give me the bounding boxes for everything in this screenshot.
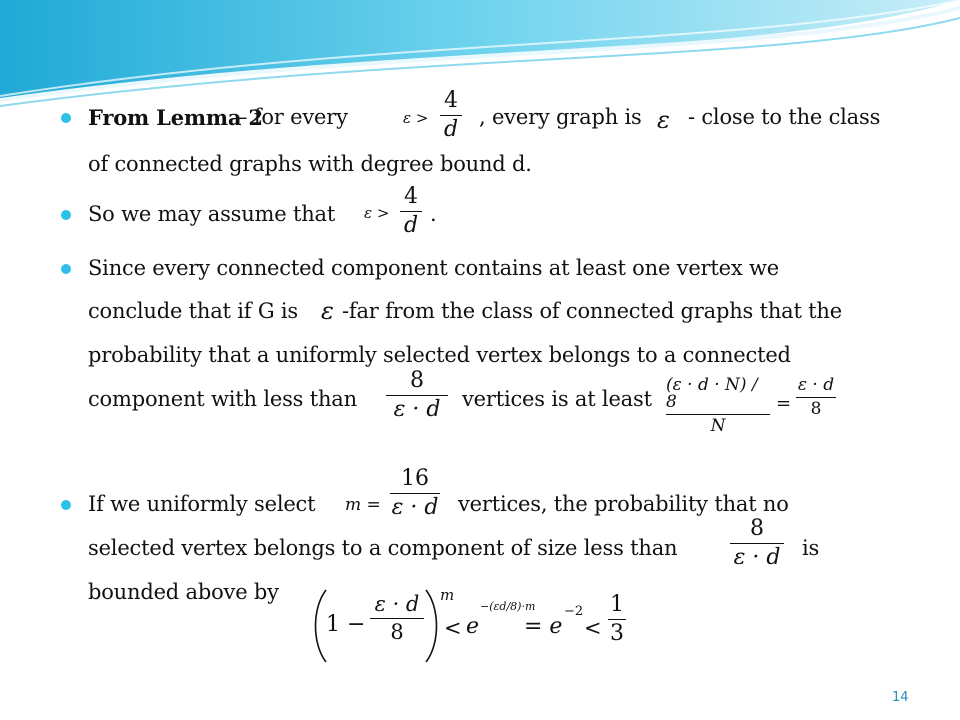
fraction-bar (730, 543, 784, 544)
bullet1-text: , every graph is (479, 105, 642, 129)
exponent-expr: −(εd/8)·m (480, 600, 536, 613)
numerator: 4 (404, 184, 418, 209)
denominator: ε · d (733, 545, 781, 571)
bullet3-text: vertices is at least (462, 387, 652, 411)
bullet2-text: So we may assume that (88, 202, 336, 226)
numerator: 4 (444, 88, 458, 113)
bullet-marker (61, 500, 71, 510)
epsilon-gt: ε > (364, 204, 390, 222)
bullet4-text: bounded above by (88, 580, 279, 604)
fraction-bar (386, 395, 448, 396)
bullet2-period: . (430, 202, 437, 226)
fraction-bar (440, 115, 462, 116)
epsilon-gt: ε > (403, 109, 429, 127)
bullet3-text: probability that a uniformly selected vertex belongs to a connected (88, 343, 791, 367)
numerator: 16 (401, 466, 429, 491)
denominator: d (443, 117, 459, 143)
fraction-bar (400, 211, 422, 212)
bullet3-text: conclude that if G is (88, 299, 298, 323)
numerator: ε · d (797, 375, 835, 395)
fraction-bar (390, 493, 440, 494)
fraction-bar (666, 414, 770, 415)
slide-number: 14 (892, 690, 909, 705)
bullet3-text: component with less than (88, 387, 357, 411)
numerator: ε · d (374, 592, 420, 616)
lemma-ref: From Lemma 2 (88, 105, 263, 130)
one-minus: 1 − (326, 612, 366, 637)
bullet3-text: -far from the class of connected graphs that the (342, 299, 842, 323)
fraction-4-over-d (440, 90, 462, 141)
bullet4-text: vertices, the probability that no (458, 492, 789, 516)
equals-sign: = (776, 393, 792, 414)
bullet4-text: selected vertex belongs to a component of size less than (88, 536, 678, 560)
numerator: 8 (750, 516, 764, 541)
denominator: ε · d (391, 495, 439, 521)
bullet3-text: Since every connected component contains at least one vertex we (88, 256, 779, 280)
probability-fraction (666, 377, 770, 435)
fraction-bar (608, 619, 626, 620)
numerator: (ε · d · N) / 8 (666, 375, 758, 412)
denominator: N (710, 416, 726, 437)
denominator: d (403, 213, 419, 239)
denominator: 8 (810, 399, 822, 420)
fraction-16-over-eps-d (390, 468, 440, 519)
header-wave-banner (0, 0, 960, 113)
bullet1-text: - close to the class (688, 105, 881, 129)
less-than: < (584, 616, 602, 640)
fraction-one-third (608, 594, 626, 645)
exponent-m: m (440, 586, 455, 604)
numerator: 1 (610, 592, 624, 617)
upper-bound-formula (310, 588, 650, 664)
equals-e: = e (524, 614, 563, 639)
epsilon-symbol: ε (321, 297, 334, 325)
fraction-8-over-eps-d (386, 370, 448, 421)
euler-e: e (466, 614, 480, 639)
fraction-4-over-d (400, 186, 422, 237)
exponent-minus-2: −2 (564, 604, 584, 619)
denominator: 8 (390, 620, 404, 645)
bullet-marker (61, 113, 71, 123)
fraction-bar (370, 618, 424, 619)
fraction-eps-d-over-8 (370, 594, 424, 643)
fraction-bar (796, 397, 836, 398)
fraction-eps-d-over-8 (796, 377, 836, 418)
bullet1-text: of connected graphs with degree bound d. (88, 152, 532, 176)
bullet-marker (61, 210, 71, 220)
denominator: ε · d (393, 397, 441, 423)
fraction-8-over-eps-d (730, 518, 784, 569)
denominator: 3 (610, 621, 624, 647)
m-equals: m = (345, 495, 381, 515)
right-paren (422, 588, 442, 664)
numerator: 8 (410, 368, 424, 393)
bullet-marker (61, 264, 71, 274)
bullet4-text: If we uniformly select (88, 492, 316, 516)
bullet4-text: is (802, 536, 820, 560)
epsilon-symbol: ε (657, 106, 670, 134)
less-than: < (444, 616, 462, 640)
bullet1-text: – for every (237, 105, 348, 129)
